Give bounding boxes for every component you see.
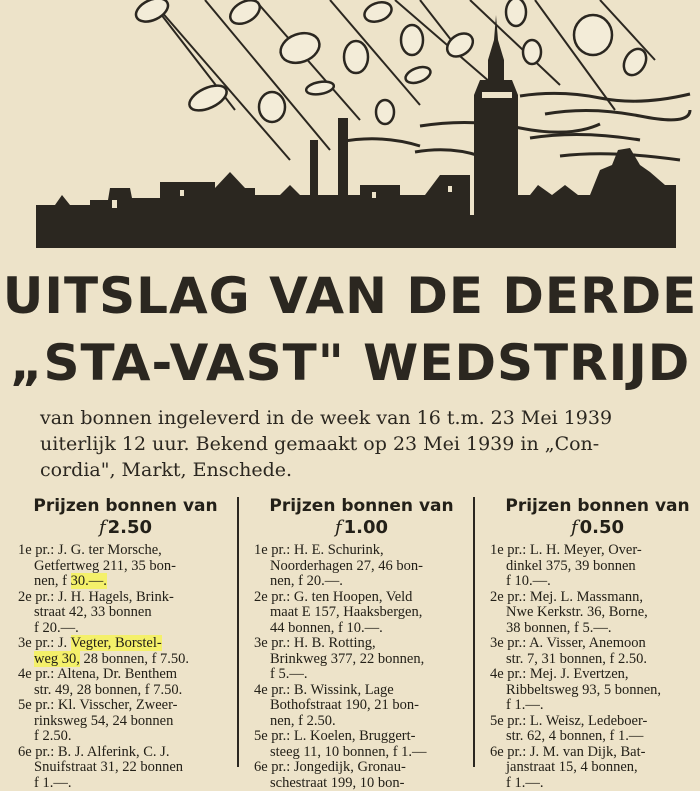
- prize-entry: 5e pr.: L. Weisz, Ledeboer- str. 62, 4 bonnen, f 1.—: [490, 714, 700, 745]
- intro-line: uiterlijk 12 uur. Bekend gemaakt op 23 Mei 1939 in „Con-: [40, 431, 680, 457]
- prize-entry: 6e pr.: Jongedijk, Gronau- schestraat 199, 10 bon-: [254, 760, 469, 791]
- prize-entry: 2e pr.: G. ten Hoopen, Veld maat E 157, Haaksbergen, 44 bonnen, f 10.—.: [254, 590, 469, 637]
- headline-line-2: „STA-VAST" WEDSTRIJD: [0, 335, 700, 391]
- prize-entry: 4e pr.: Mej. J. Evertzen, Ribbeltsweg 93, 5 bonnen, f 1.—.: [490, 667, 700, 714]
- coin-rain-skyline-illustration: [0, 0, 700, 255]
- prize-entry: 4e pr.: Altena, Dr. Benthem str. 49, 28 bonnen, f 7.50.: [18, 667, 233, 698]
- column-amount: f 0.50: [490, 517, 700, 539]
- prize-entry: 3e pr.: A. Visser, Anemoon str. 7, 31 bonnen, f 2.50.: [490, 636, 700, 667]
- column-title: Prijzen bonnen van: [18, 495, 233, 517]
- prize-entry: 3e pr.: H. B. Rotting, Brinkweg 377, 22 bonnen, f 5.—.: [254, 636, 469, 683]
- prize-entry-highlighted: 3e pr.: J. Vegter, Borstel- weg 30, 28 bonnen, f 7.50.: [18, 636, 233, 667]
- prize-entry: 5e pr.: Kl. Visscher, Zweer- rinksweg 54, 24 bonnen f 2.50.: [18, 698, 233, 745]
- headline-line-1: UITSLAG VAN DE DERDE: [0, 268, 700, 324]
- prize-column-2-50: [18, 495, 233, 791]
- column-divider: [237, 497, 239, 767]
- prize-entry: 4e pr.: B. Wissink, Lage Bothofstraat 190, 21 bon- nen, f 2.50.: [254, 683, 469, 730]
- prize-column-1-00: [254, 495, 469, 791]
- prize-entry: 2e pr.: Mej. L. Massmann, Nwe Kerkstr. 36, Borne, 38 bonnen, f 5.—.: [490, 590, 700, 637]
- intro-paragraph: [40, 405, 680, 483]
- prize-entry: 2e pr.: J. H. Hagels, Brink- straat 42, 33 bonnen f 20.—.: [18, 590, 233, 637]
- prize-entry: 6e pr.: B. J. Alferink, C. J. Snuifstraat 31, 22 bonnen f 1.—.: [18, 745, 233, 791]
- column-divider: [473, 497, 475, 767]
- prize-entry: 6e pr.: J. M. van Dijk, Bat- janstraat 15, 4 bonnen, f 1.—.: [490, 745, 700, 791]
- intro-line: cordia", Markt, Enschede.: [40, 457, 680, 483]
- prize-entry: 1e pr.: H. E. Schurink, Noorderhagen 27, 46 bon- nen, f 20.—.: [254, 543, 469, 590]
- prize-entry: 1e pr.: L. H. Meyer, Over- dinkel 375, 39 bonnen f 10.—.: [490, 543, 700, 590]
- prize-entry: 5e pr.: L. Koelen, Bruggert- steeg 11, 10 bonnen, f 1.—: [254, 729, 469, 760]
- prize-entry: 1e pr.: J. G. ter Morsche, Getfertweg 211, 35 bon- nen, f 30.—.: [18, 543, 233, 590]
- highlight-mark: Vegter, Borstel-: [71, 635, 162, 651]
- column-amount: f 1.00: [254, 517, 469, 539]
- column-title: Prijzen bonnen van: [490, 495, 700, 517]
- intro-line: van bonnen ingeleverd in de week van 16 t.m. 23 Mei 1939: [40, 405, 680, 431]
- column-amount: f 2.50: [18, 517, 233, 539]
- highlight-mark: 30.—.: [71, 573, 107, 589]
- prize-column-0-50: [490, 495, 700, 791]
- highlight-mark: weg 30,: [34, 651, 80, 667]
- column-title: Prijzen bonnen van: [254, 495, 469, 517]
